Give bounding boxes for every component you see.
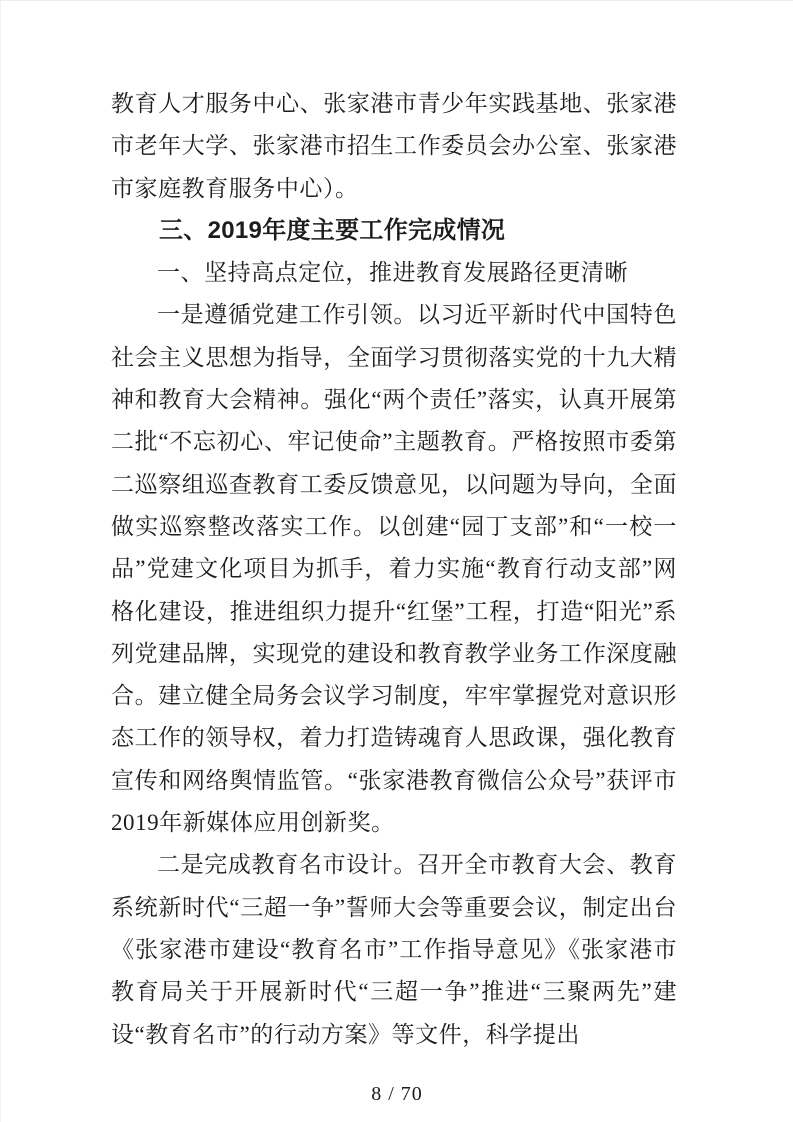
paragraph: 二是完成教育名市设计。召开全市教育大会、教育系统新时代“三超一争”誓师大会等重要会议，制定出台《张家港市建设“教育名市”工作指导意见》《张家港市教育局关于开展新时代“三超一争”推进“三聚两先”建设“教育名市”的行动方案》等文件，科学提出: [111, 852, 677, 1047]
section-heading: 三、2019年度主要工作完成情况: [159, 216, 506, 244]
paragraph-continuation: 教育人才服务中心、张家港市青少年实践基地、张家港市老年大学、张家港市招生工作委员会办公室、张家港市家庭教育服务中心）。: [111, 91, 677, 201]
paragraph: 一是遵循党建工作引领。以习近平新时代中国特色社会主义思想为指导，全面学习贯彻落实党的十九大精神和教育大会精神。强化“两个责任”落实，认真开展第二批“不忘初心、牢记使命”主题教育。严格按照市委第二巡察组巡查教育工委反馈意见，以问题为导向，全面做实巡察整改落实工作。以创建“园丁支部”和“一校一品”党建文化项目为抓手，着力实施“教育行动支部”网格化建设，推进组织力提升“红堡”工程，打造“阳光”系列党建品牌，实现党的建设和教育教学业务工作深度融合。建立健全局务会议学习制度，牢牢掌握党对意识形态工作的领导权，着力打造铸魂育人思政课，强化教育宣传和网络舆情监管。“张家港教育微信公众号”获评市2019年新媒体应用创新奖。: [111, 302, 677, 836]
page-number: 8 / 70: [371, 1083, 423, 1105]
subsection-heading: 一、坚持高点定位，推进教育发展路径更清晰: [157, 260, 628, 286]
document-body: [111, 83, 677, 1056]
